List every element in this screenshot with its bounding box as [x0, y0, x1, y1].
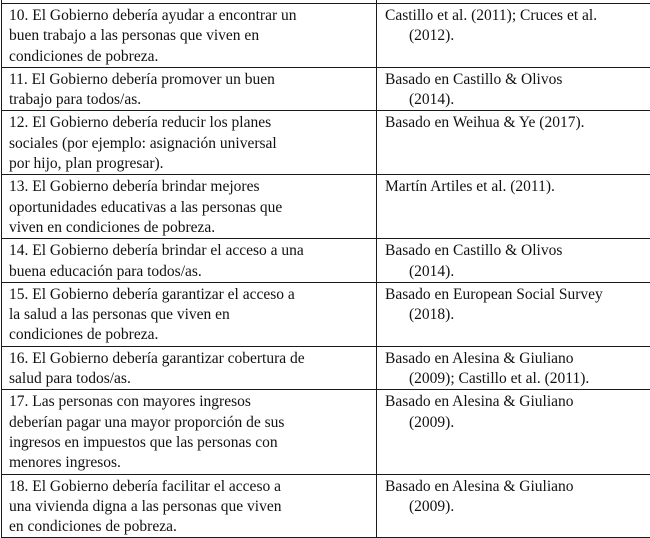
- item-text-line: menores ingresos.: [9, 453, 372, 473]
- item-text-line: 15. El Gobierno debería garantizar el acceso a: [9, 285, 372, 305]
- source-cell: [377, 67, 650, 111]
- table-row: [2, 175, 650, 239]
- table-row: [2, 239, 650, 283]
- source-cell: [377, 474, 650, 538]
- item-text-line: 16. El Gobierno debería garantizar cobertura de: [9, 349, 372, 369]
- item-text-line: 10. El Gobierno debería ayudar a encontrar un: [9, 6, 372, 26]
- item-text-line: condiciones de pobreza.: [9, 47, 372, 67]
- source-text-line: (2018).: [385, 305, 650, 325]
- item-text-line: una vivienda digna a las personas que viven: [9, 497, 372, 517]
- source-text-line: (2009); Castillo et al. (2011).: [385, 369, 650, 389]
- source-text-line: Martín Artiles et al. (2011).: [385, 177, 650, 197]
- item-cell: [2, 346, 377, 390]
- item-cell: [2, 111, 377, 175]
- table-row: [2, 474, 650, 538]
- item-text-line: buena educación para todos/as.: [9, 262, 372, 282]
- item-text-line: 14. El Gobierno debería brindar el acceso a una: [9, 241, 372, 261]
- item-text-line: por hijo, plan progresar).: [9, 154, 372, 174]
- source-cell: [377, 111, 650, 175]
- item-text-line: oportunidades educativas a las personas que: [9, 198, 372, 218]
- source-text-line: Basado en Castillo & Olivos: [385, 241, 650, 261]
- source-text-line: Basado en Castillo & Olivos: [385, 70, 650, 90]
- source-cell: [377, 346, 650, 390]
- item-text-line: buen trabajo a las personas que viven en: [9, 26, 372, 46]
- source-text-line: Basado en Alesina & Giuliano: [385, 392, 650, 412]
- item-text-line: 17. Las personas con mayores ingresos: [9, 392, 372, 412]
- item-text-line: ingresos en impuestos que las personas con: [9, 433, 372, 453]
- item-cell: [2, 390, 377, 474]
- source-text-line: Basado en European Social Survey: [385, 285, 650, 305]
- item-text-line: salud para todos/as.: [9, 369, 372, 389]
- references-table: [1, 0, 650, 538]
- item-text-line: la salud a las personas que viven en: [9, 305, 372, 325]
- source-text-line: Castillo et al. (2011); Cruces et al.: [385, 6, 650, 26]
- item-text-line: 11. El Gobierno debería promover un buen: [9, 70, 372, 90]
- source-text-line: (2009).: [385, 497, 650, 517]
- table-row: [2, 67, 650, 111]
- item-text-line: 13. El Gobierno debería brindar mejores: [9, 177, 372, 197]
- source-text-line: (2012).: [385, 26, 650, 46]
- source-text-line: (2014).: [385, 262, 650, 282]
- item-text-line: deberían pagar una mayor proporción de sus: [9, 413, 372, 433]
- source-cell: [377, 4, 650, 68]
- item-text-line: sociales (por ejemplo: asignación universal: [9, 134, 372, 154]
- item-text-line: viven en condiciones de pobreza.: [9, 218, 372, 238]
- source-text-line: Basado en Alesina & Giuliano: [385, 349, 650, 369]
- table-row: [2, 282, 650, 346]
- source-text-line: (2014).: [385, 90, 650, 110]
- table-row: [2, 346, 650, 390]
- source-cell: [377, 282, 650, 346]
- item-text-line: 18. El Gobierno debería facilitar el acceso a: [9, 477, 372, 497]
- source-text-line: (2009).: [385, 413, 650, 433]
- item-text-line: 12. El Gobierno debería reducir los planes: [9, 113, 372, 133]
- source-cell: [377, 175, 650, 239]
- source-cell: [377, 390, 650, 474]
- item-cell: [2, 282, 377, 346]
- item-text-line: en condiciones de pobreza.: [9, 517, 372, 537]
- item-text-line: condiciones de pobreza.: [9, 325, 372, 345]
- item-cell: [2, 474, 377, 538]
- item-cell: [2, 239, 377, 283]
- source-text-line: Basado en Weihua & Ye (2017).: [385, 113, 650, 133]
- source-text-line: Basado en Alesina & Giuliano: [385, 477, 650, 497]
- table-row: [2, 111, 650, 175]
- table-row: [2, 4, 650, 68]
- item-cell: [2, 175, 377, 239]
- item-text-line: trabajo para todos/as.: [9, 90, 372, 110]
- source-cell: [377, 239, 650, 283]
- item-cell: [2, 67, 377, 111]
- table-row: [2, 390, 650, 474]
- item-cell: [2, 4, 377, 68]
